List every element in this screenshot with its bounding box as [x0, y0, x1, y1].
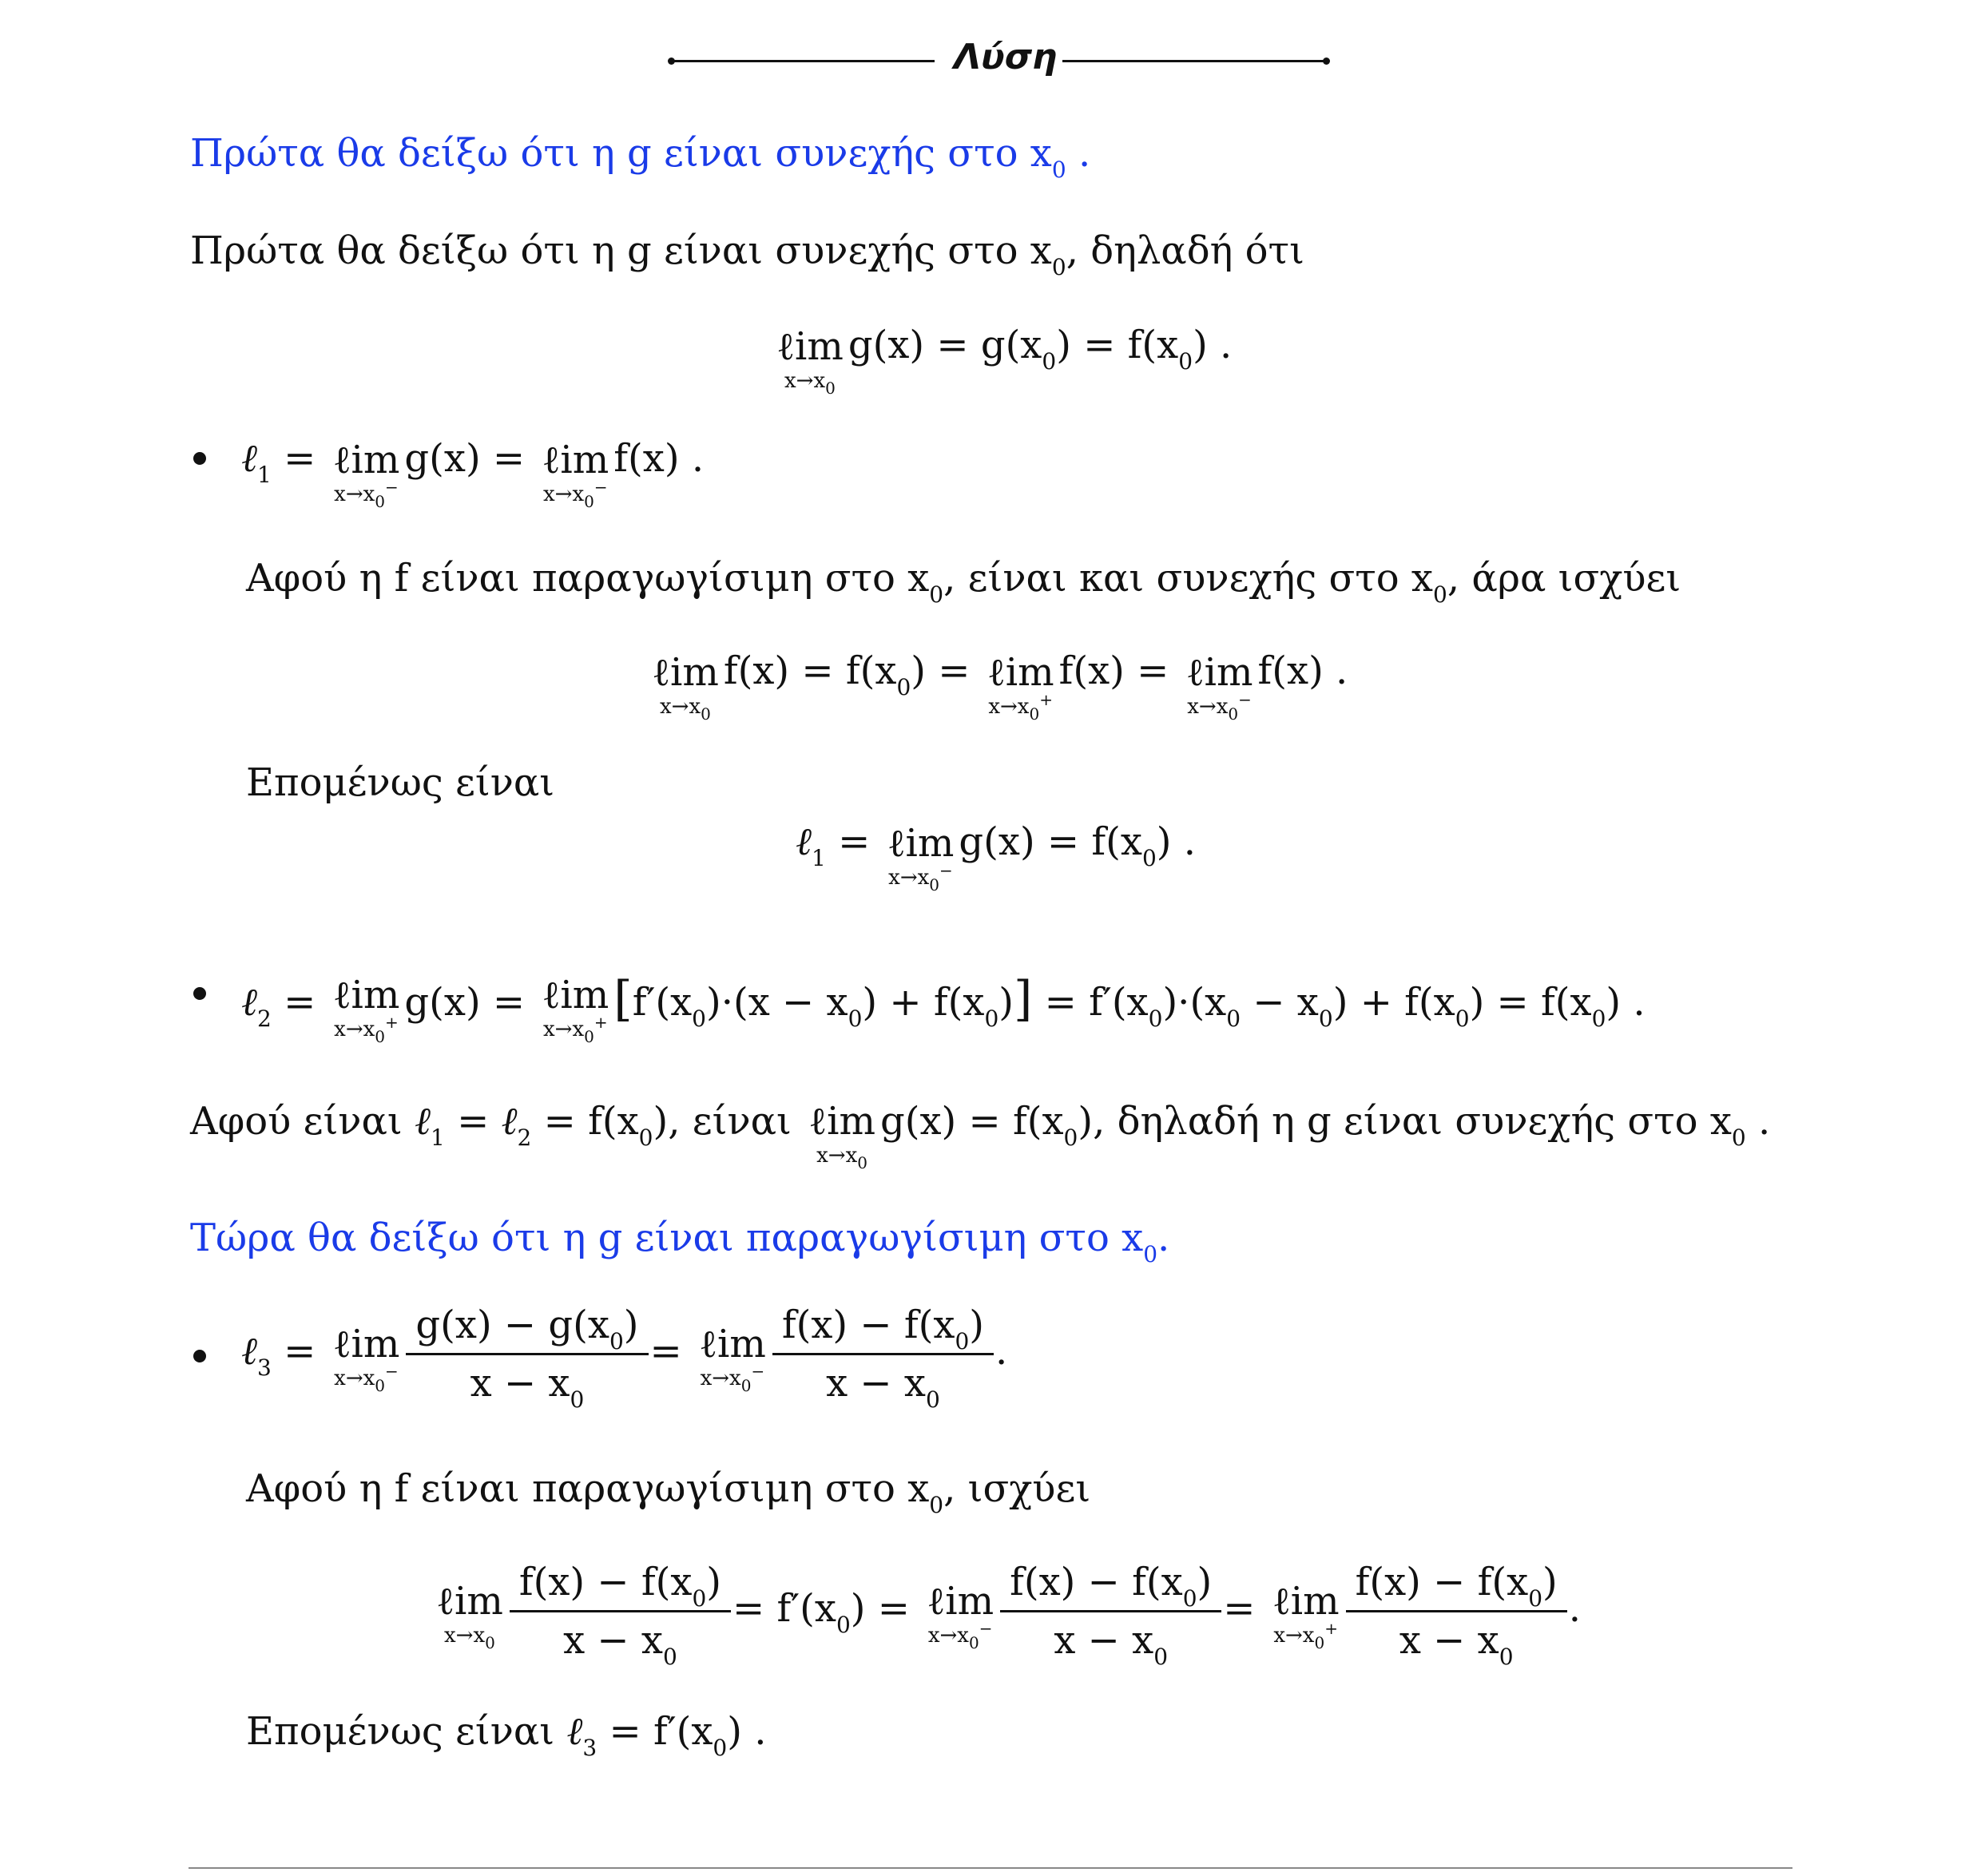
paragraph-differentiable-text: Αφού η f είναι παραγωγίσιμη στο x	[246, 556, 930, 601]
equation-l1-result: ℓ$_1$ = ℓim $x\to x_0^-$ $g(x) = f(x_0)$ .	[796, 819, 1197, 894]
limit-operator: ℓim $x\to x_0^-$	[1185, 650, 1253, 724]
equation-l1: ℓ$_1$ = ℓim $x\to x_0^-$ g(x) = ℓim $x\to x_0^-$ f(x) .	[241, 436, 705, 511]
equation-continuity: ℓim $x\to x_0$ $g(x) = g(x_0) = f(x_0)$ .	[776, 323, 1233, 398]
limit-operator: ℓim $x\to x_0^+$	[332, 973, 400, 1046]
equation-f-continuity: ℓim $x\to x_0$ $f(x) = f(x_0)$ = ℓim $x\to x_0^+$ f(x) = ℓim $x\to x_0^-$ f(x) .	[652, 648, 1348, 724]
paragraph-differentiable-end: , άρα ισχύει	[1447, 556, 1681, 601]
heading-end: .	[1078, 131, 1091, 176]
fraction: $\frac{f(x) - f(x_0)}{x - x_0}$	[514, 1559, 726, 1664]
limit-operator: ℓim $x\to x_0^-$	[927, 1578, 994, 1652]
heading-continuity	[190, 129, 1091, 183]
limit-operator: ℓim $x\to x_0^-$	[698, 1321, 766, 1395]
equation-l2: ℓ$_2$ = ℓim $x\to x_0^+$ g(x) = ℓim $x\to x_0^+$ $[f'(x_0)\cdot(x - x_0) + f(x_0)] = f'(x_0)\cdot(x_0 - x_0) + f(x_0) = f(x_0)$ .	[241, 971, 1646, 1046]
p5-text: Αφού η f είναι παραγωγίσιμη στο x	[246, 1466, 930, 1511]
sub-zero: 0	[1051, 157, 1066, 183]
limit-operator: ℓim $x\to x_0^+$	[1272, 1578, 1340, 1652]
paragraph-derivative-holds: Αφού η f είναι παραγωγίσιμη στο $x_0$, ισχύει	[246, 1466, 1091, 1518]
p4-b: , είναι	[668, 1099, 792, 1144]
heading-continuity-text: Πρώτα θα δείξω ότι η g είναι συνεχής στο x	[190, 131, 1052, 176]
fraction: $\frac{f(x) - f(x_0)}{x - x_0}$	[1351, 1559, 1562, 1664]
p4-a: Αφού είναι	[190, 1099, 403, 1144]
paragraph-intro-text: Πρώτα θα δείξω ότι η g είναι συνεχής στο x	[190, 228, 1052, 273]
limit-operator: ℓim $x\to x_0^-$	[887, 821, 955, 894]
limit-operator: ℓim $x\to x_0^-$	[542, 438, 609, 511]
limit-operator: ℓim $x\to x_0^+$	[542, 973, 609, 1046]
sub-zero: 0	[1143, 1241, 1158, 1267]
paragraph-differentiable: Αφού η f είναι παραγωγίσιμη στο $x_0$, είναι και συνεχής στο $x_0$, άρα ισχύει	[246, 556, 1681, 608]
bottom-rule	[189, 1867, 1792, 1869]
equation-l3: ℓ$_3$ = ℓim $x\to x_0^-$ $\frac{g(x) - g(x_0)}{x - x_0}$ = ℓim $x\to x_0^-$ $\frac{f(x) - f(x_0)}{x - x_0}$ .	[241, 1303, 1008, 1413]
limit-operator: ℓim $x\to x_0^-$	[332, 1321, 400, 1395]
title-left-rule	[671, 60, 935, 62]
paragraph-intro	[190, 227, 1304, 280]
paragraph-therefore-1: Επομένως είναι	[246, 760, 555, 805]
paragraph-conclusion-continuity: Αφού είναι ℓ$_1$ = ℓ$_2$ = $f(x_0)$, είναι ℓim $x\to x_0$ $g(x) = f(x_0)$, δηλαδή η g είναι συνεχής στο $x_0$ .	[190, 1099, 1771, 1172]
limit-operator: ℓim $x\to x_0$	[776, 324, 844, 398]
p5-end: , ισχύει	[943, 1466, 1091, 1511]
heading-end: .	[1157, 1216, 1170, 1260]
sub-zero: 0	[1051, 254, 1066, 280]
title-right-dot	[1323, 58, 1330, 65]
fraction: $\frac{g(x) - g(x_0)}{x - x_0}$	[411, 1302, 643, 1406]
paragraph-differentiable-mid: , είναι και συνεχής στο x	[943, 556, 1433, 601]
title-right-rule	[1062, 60, 1326, 62]
equation-derivative: ℓim $x\to x_0$ $\frac{f(x) - f(x_0)}{x - x_0}$ = $f'(x_0)$ = ℓim $x\to x_0^-$ $\frac{f(x) - f(x_0)}{x - x_0}$ = ℓim $x\to x_0^+$ $\frac{f(x) - f(x_0)}{x - x_0}$ .	[436, 1560, 1582, 1670]
paragraph-intro-end: , δηλαδή ότι	[1066, 228, 1304, 273]
limit-operator: ℓim $x\to x_0$	[652, 650, 719, 724]
bullet-3	[193, 1350, 206, 1362]
heading-differentiability	[190, 1214, 1170, 1267]
limit-operator: ℓim $x\to x_0$	[436, 1578, 503, 1652]
bullet-1	[193, 452, 206, 465]
bullet-2	[193, 987, 206, 1000]
solution-title: Λύση	[954, 37, 1058, 77]
p6-text: Επομένως είναι	[246, 1709, 555, 1754]
fraction: $\frac{f(x) - f(x_0)}{x - x_0}$	[777, 1302, 989, 1406]
limit-operator: ℓim $x\to x_0^+$	[987, 650, 1054, 724]
limit-operator: ℓim $x\to x_0$	[808, 1099, 875, 1172]
limit-operator: ℓim $x\to x_0^-$	[332, 438, 400, 511]
fraction: $\frac{f(x) - f(x_0)}{x - x_0}$	[1005, 1559, 1217, 1664]
paragraph-therefore-2: Επομένως είναι ℓ$_3$ = $f'(x_0)$ .	[246, 1709, 767, 1761]
p4-c: , δηλαδή η g είναι συνεχής στο x	[1093, 1099, 1732, 1144]
heading-differentiability-text: Τώρα θα δείξω ότι η g είναι παραγωγίσιμη στο x	[190, 1216, 1144, 1260]
